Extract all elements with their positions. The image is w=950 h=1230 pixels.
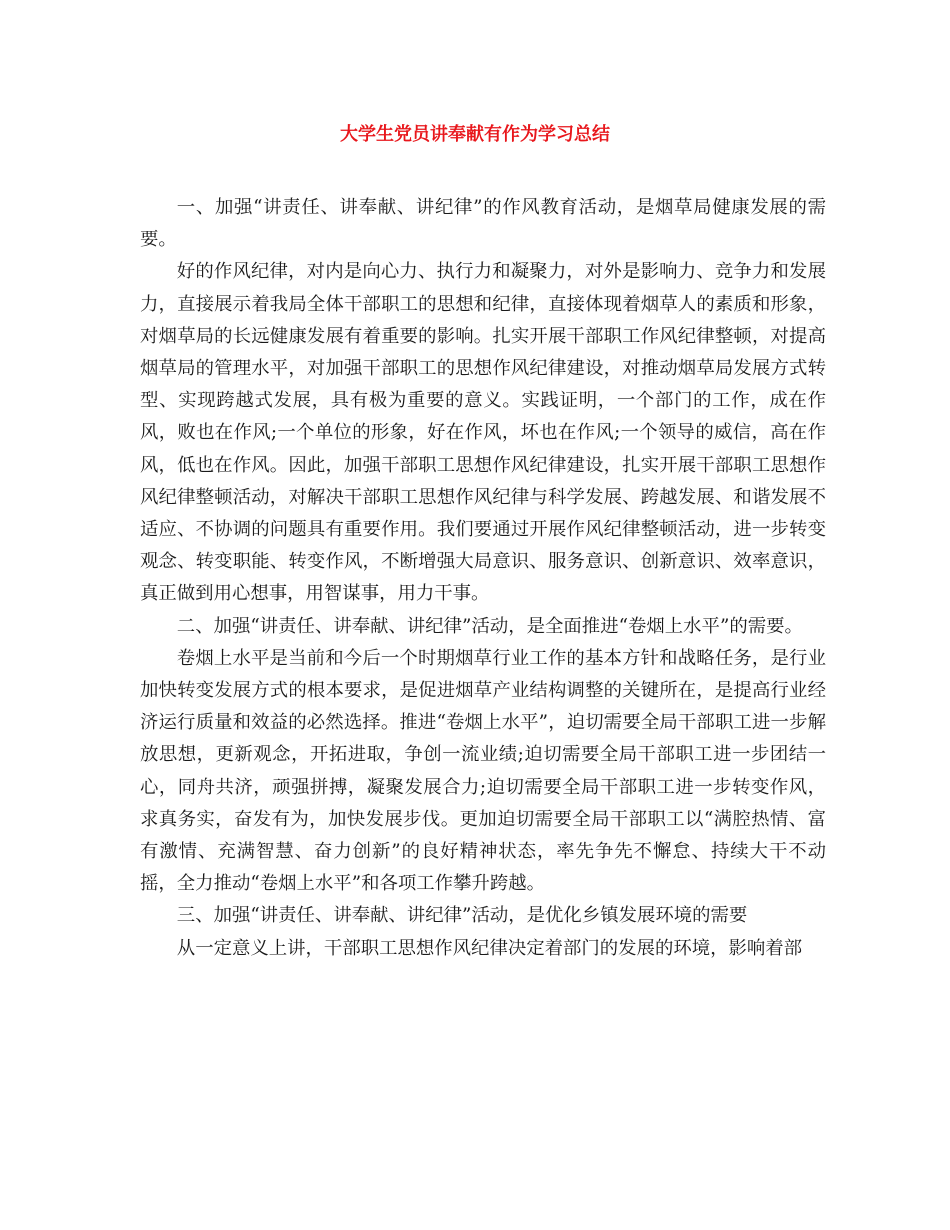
section-heading-3: 三、加强“讲责任、讲奉献、讲纪律”活动，是优化乡镇发展环境的需要	[176, 905, 748, 927]
body-paragraph: 好的作风纪律，对内是向心力、执行力和凝聚力，对外是影响力、竞争力和发展力，直接展示着我局全体干部职工的思想和纪律，直接体现着烟草人的素质和形象，对烟草局的长远健康发展有着重要的影响。扎实开展干部职工作风纪律整顿，对提高烟草局的管理水平，对加强干部职工的思想作风纪律建设，对推动烟草局发展方式转型、实现跨越式发展，具有极为重要的意义。实践证明，一个部门的工作，成在作风，败也在作风;一个单位的形象，好在作风，坏也在作风;一个领导的威信，高在作风，低也在作风。因此，加强干部职工思想作风纪律建设，扎实开展干部职工思想作风纪律整顿活动，对解决干部职工思想作风纪律与科学发展、跨越发展、和谐发展不适应、不协调的问题具有重要作用。我们要通过开展作风纪律整顿活动，进一步转变观念、转变职能、转变作风，不断增强大局意识、服务意识、创新意识、效率意识，真正做到用心想事，用智谋事，用力干事。	[140, 261, 826, 605]
section-heading-1: 一、加强“讲责任、讲奉献、讲纪律”的作风教育活动，是烟草局健康发展的需要。	[140, 197, 826, 251]
document-body	[140, 192, 826, 965]
body-paragraph: 从一定意义上讲，干部职工思想作风纪律决定着部门的发展的环境，影响着部	[176, 937, 803, 959]
section-heading-2: 二、加强“讲责任、讲奉献、讲纪律”活动，是全面推进“卷烟上水平”的需要。	[176, 615, 803, 637]
body-paragraph: 卷烟上水平是当前和今后一个时期烟草行业工作的基本方针和战略任务，是行业加快转变发展方式的根本要求，是促进烟草产业结构调整的关键所在，是提高行业经济运行质量和效益的必然选择。推进“卷烟上水平”，迫切需要全局干部职工进一步解放思想，更新观念，开拓进取，争创一流业绩;迫切需要全局干部职工进一步团结一心，同舟共济，顽强拼搏，凝聚发展合力;迫切需要全局干部职工进一步转变作风，求真务实，奋发有为，加快发展步伐。更加迫切需要全局干部职工以“满腔热情、富有激情、充满智慧、奋力创新”的良好精神状态，率先争先不懈怠、持续大干不动摇，全力推动“卷烟上水平”和各项工作攀升跨越。	[140, 647, 826, 895]
document-title: 大学生党员讲奉献有作为学习总结	[340, 124, 610, 145]
